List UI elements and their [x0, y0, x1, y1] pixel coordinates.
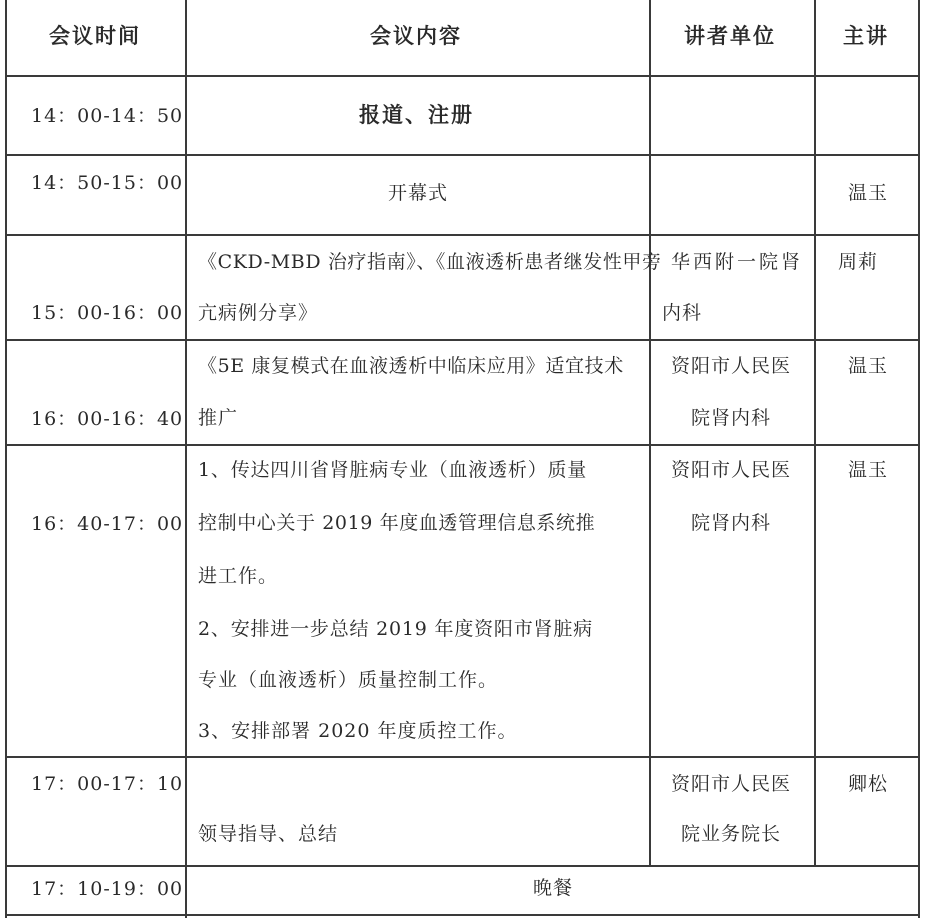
row-divider — [5, 234, 920, 236]
row-time: 14：00-14：50 — [31, 105, 184, 127]
row-speaker: 温玉 — [848, 182, 889, 204]
row-speaker: 温玉 — [848, 459, 889, 481]
row-unit: 资阳市人民医 — [671, 773, 792, 795]
row-content: 进工作。 — [198, 565, 279, 587]
row-divider — [5, 865, 920, 867]
row-content: 晚餐 — [533, 877, 574, 899]
column-divider — [649, 0, 651, 866]
row-content: 《CKD-MBD 治疗指南》、《血液透析患者继发性甲旁 — [198, 251, 662, 273]
row-time: 15：00-16：00 — [31, 302, 184, 324]
row-divider — [5, 339, 920, 341]
row-unit: 院肾内科 — [691, 512, 772, 534]
row-unit: 院业务院长 — [681, 823, 782, 845]
row-content: 亢病例分享》 — [198, 302, 319, 324]
row-unit: 华西附一院肾 — [671, 251, 804, 273]
row-unit: 内科 — [662, 302, 703, 324]
row-unit: 资阳市人民医 — [671, 459, 792, 481]
row-divider — [5, 154, 920, 156]
row-unit: 资阳市人民医 — [671, 355, 792, 377]
row-time: 17：10-19：00 — [31, 878, 184, 900]
header-speaker: 主讲 — [843, 24, 889, 48]
table-border — [918, 0, 920, 918]
row-divider — [5, 756, 920, 758]
row-content: 1、传达四川省肾脏病专业（血液透析）质量 — [198, 459, 588, 481]
row-speaker: 温玉 — [848, 355, 889, 377]
header-time: 会议时间 — [49, 24, 141, 48]
row-content: 专业（血液透析）质量控制工作。 — [198, 669, 499, 691]
column-divider — [185, 0, 187, 918]
row-divider — [5, 444, 920, 446]
row-content: 开幕式 — [388, 182, 449, 204]
row-content: 报道、注册 — [359, 103, 474, 127]
row-speaker: 周莉 — [838, 251, 879, 273]
row-content: 2、安排进一步总结 2019 年度资阳市肾脏病 — [198, 618, 593, 640]
header-content: 会议内容 — [370, 24, 462, 48]
header-unit: 讲者单位 — [684, 24, 776, 48]
row-unit: 院肾内科 — [691, 407, 772, 429]
row-content: 《5E 康复模式在血液透析中临床应用》适宜技术 — [198, 355, 624, 377]
row-content: 推广 — [198, 407, 239, 429]
table-border — [5, 0, 7, 918]
row-time: 16：00-16：40 — [31, 408, 184, 430]
column-divider — [814, 0, 816, 866]
row-time: 16：40-17：00 — [31, 513, 184, 535]
row-time: 17：00-17：10 — [31, 773, 184, 795]
row-content: 领导指导、总结 — [198, 823, 339, 845]
row-content: 控制中心关于 2019 年度血透管理信息系统推 — [198, 512, 596, 534]
table-border — [5, 914, 920, 916]
row-speaker: 卿松 — [848, 773, 889, 795]
row-content: 3、安排部署 2020 年度质控工作。 — [198, 720, 518, 742]
row-time: 14：50-15：00 — [31, 172, 184, 194]
row-divider — [5, 75, 920, 77]
